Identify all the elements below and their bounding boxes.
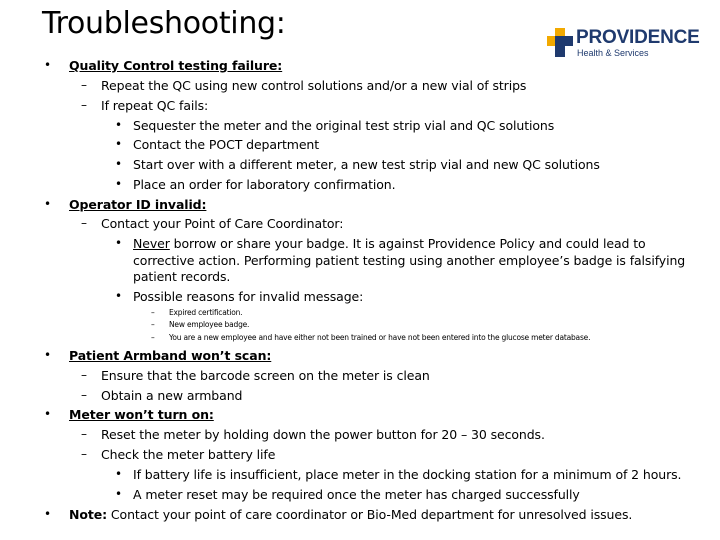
dash-marker: – xyxy=(151,333,155,342)
never-emphasis: Never xyxy=(133,236,170,251)
list-item: You are a new employee and have either not been trained or have not been entered into the glucose meter database. xyxy=(169,333,591,342)
bullet-marker: • xyxy=(115,467,123,481)
list-item-text: borrow or share your badge. It is against Providence Policy and could lead to xyxy=(169,236,646,251)
bullet-marker: • xyxy=(115,289,123,303)
list-item: Reset the meter by holding down the power button for 20 – 30 seconds. xyxy=(101,427,545,442)
list-item: Sequester the meter and the original test strip vial and QC solutions xyxy=(133,118,555,133)
dash-marker: – xyxy=(81,427,87,441)
section-heading-operator-id: Operator ID invalid: xyxy=(69,197,207,212)
list-item: Ensure that the barcode screen on the meter is clean xyxy=(101,368,430,383)
list-item: Expired certification. xyxy=(169,308,243,317)
bullet-marker: • xyxy=(44,407,52,421)
list-item: Obtain a new armband xyxy=(101,388,243,403)
note xyxy=(69,507,632,522)
bullet-marker: • xyxy=(115,236,123,250)
dash-marker: – xyxy=(151,320,155,329)
section-heading-meter: Meter won’t turn on: xyxy=(69,407,214,422)
providence-logo xyxy=(546,26,700,60)
page-title: Troubleshooting: xyxy=(42,6,286,41)
note-label: Note: xyxy=(69,507,108,522)
dash-marker: – xyxy=(81,368,87,382)
list-item-continuation: corrective action. Performing patient testing using another employee’s badge is falsifying xyxy=(133,253,686,268)
list-item: Possible reasons for invalid message: xyxy=(133,289,364,304)
dash-marker: – xyxy=(151,308,155,317)
bullet-marker: • xyxy=(115,487,123,501)
list-item: Repeat the QC using new control solutions and/or a new vial of strips xyxy=(101,78,527,93)
providence-cross-icon xyxy=(546,26,574,58)
section-heading-armband: Patient Armband won’t scan: xyxy=(69,348,272,363)
bullet-marker: • xyxy=(44,197,52,211)
section-heading-qc: Quality Control testing failure: xyxy=(69,58,283,73)
list-item: New employee badge. xyxy=(169,320,250,329)
list-item: Contact your Point of Care Coordinator: xyxy=(101,216,344,231)
dash-marker: – xyxy=(81,78,87,92)
bullet-marker: • xyxy=(44,58,52,72)
list-item-continuation: patient records. xyxy=(133,269,231,284)
list-item: If repeat QC fails: xyxy=(101,98,209,113)
dash-marker: – xyxy=(81,98,87,112)
list-item: Start over with a different meter, a new test strip vial and new QC solutions xyxy=(133,157,600,172)
bullet-marker: • xyxy=(115,157,123,171)
dash-marker: – xyxy=(81,216,87,230)
dash-marker: – xyxy=(81,447,87,461)
list-item: A meter reset may be required once the meter has charged successfully xyxy=(133,487,580,502)
list-item: Check the meter battery life xyxy=(101,447,276,462)
logo-name: PROVIDENCE xyxy=(576,27,700,48)
dash-marker: – xyxy=(81,388,87,402)
list-item: Place an order for laboratory confirmation. xyxy=(133,177,396,192)
note-text: Contact your point of care coordinator or Bio-Med department for unresolved issues. xyxy=(107,507,633,522)
bullet-marker: • xyxy=(44,507,52,521)
bullet-marker: • xyxy=(44,348,52,362)
bullet-marker: • xyxy=(115,177,123,191)
logo-subtitle: Health & Services xyxy=(577,48,649,58)
bullet-marker: • xyxy=(115,137,123,151)
list-item: If battery life is insufficient, place meter in the docking station for a minimum of 2 hours. xyxy=(133,467,682,482)
bullet-marker: • xyxy=(115,118,123,132)
list-item xyxy=(133,236,646,251)
list-item: Contact the POCT department xyxy=(133,137,320,152)
